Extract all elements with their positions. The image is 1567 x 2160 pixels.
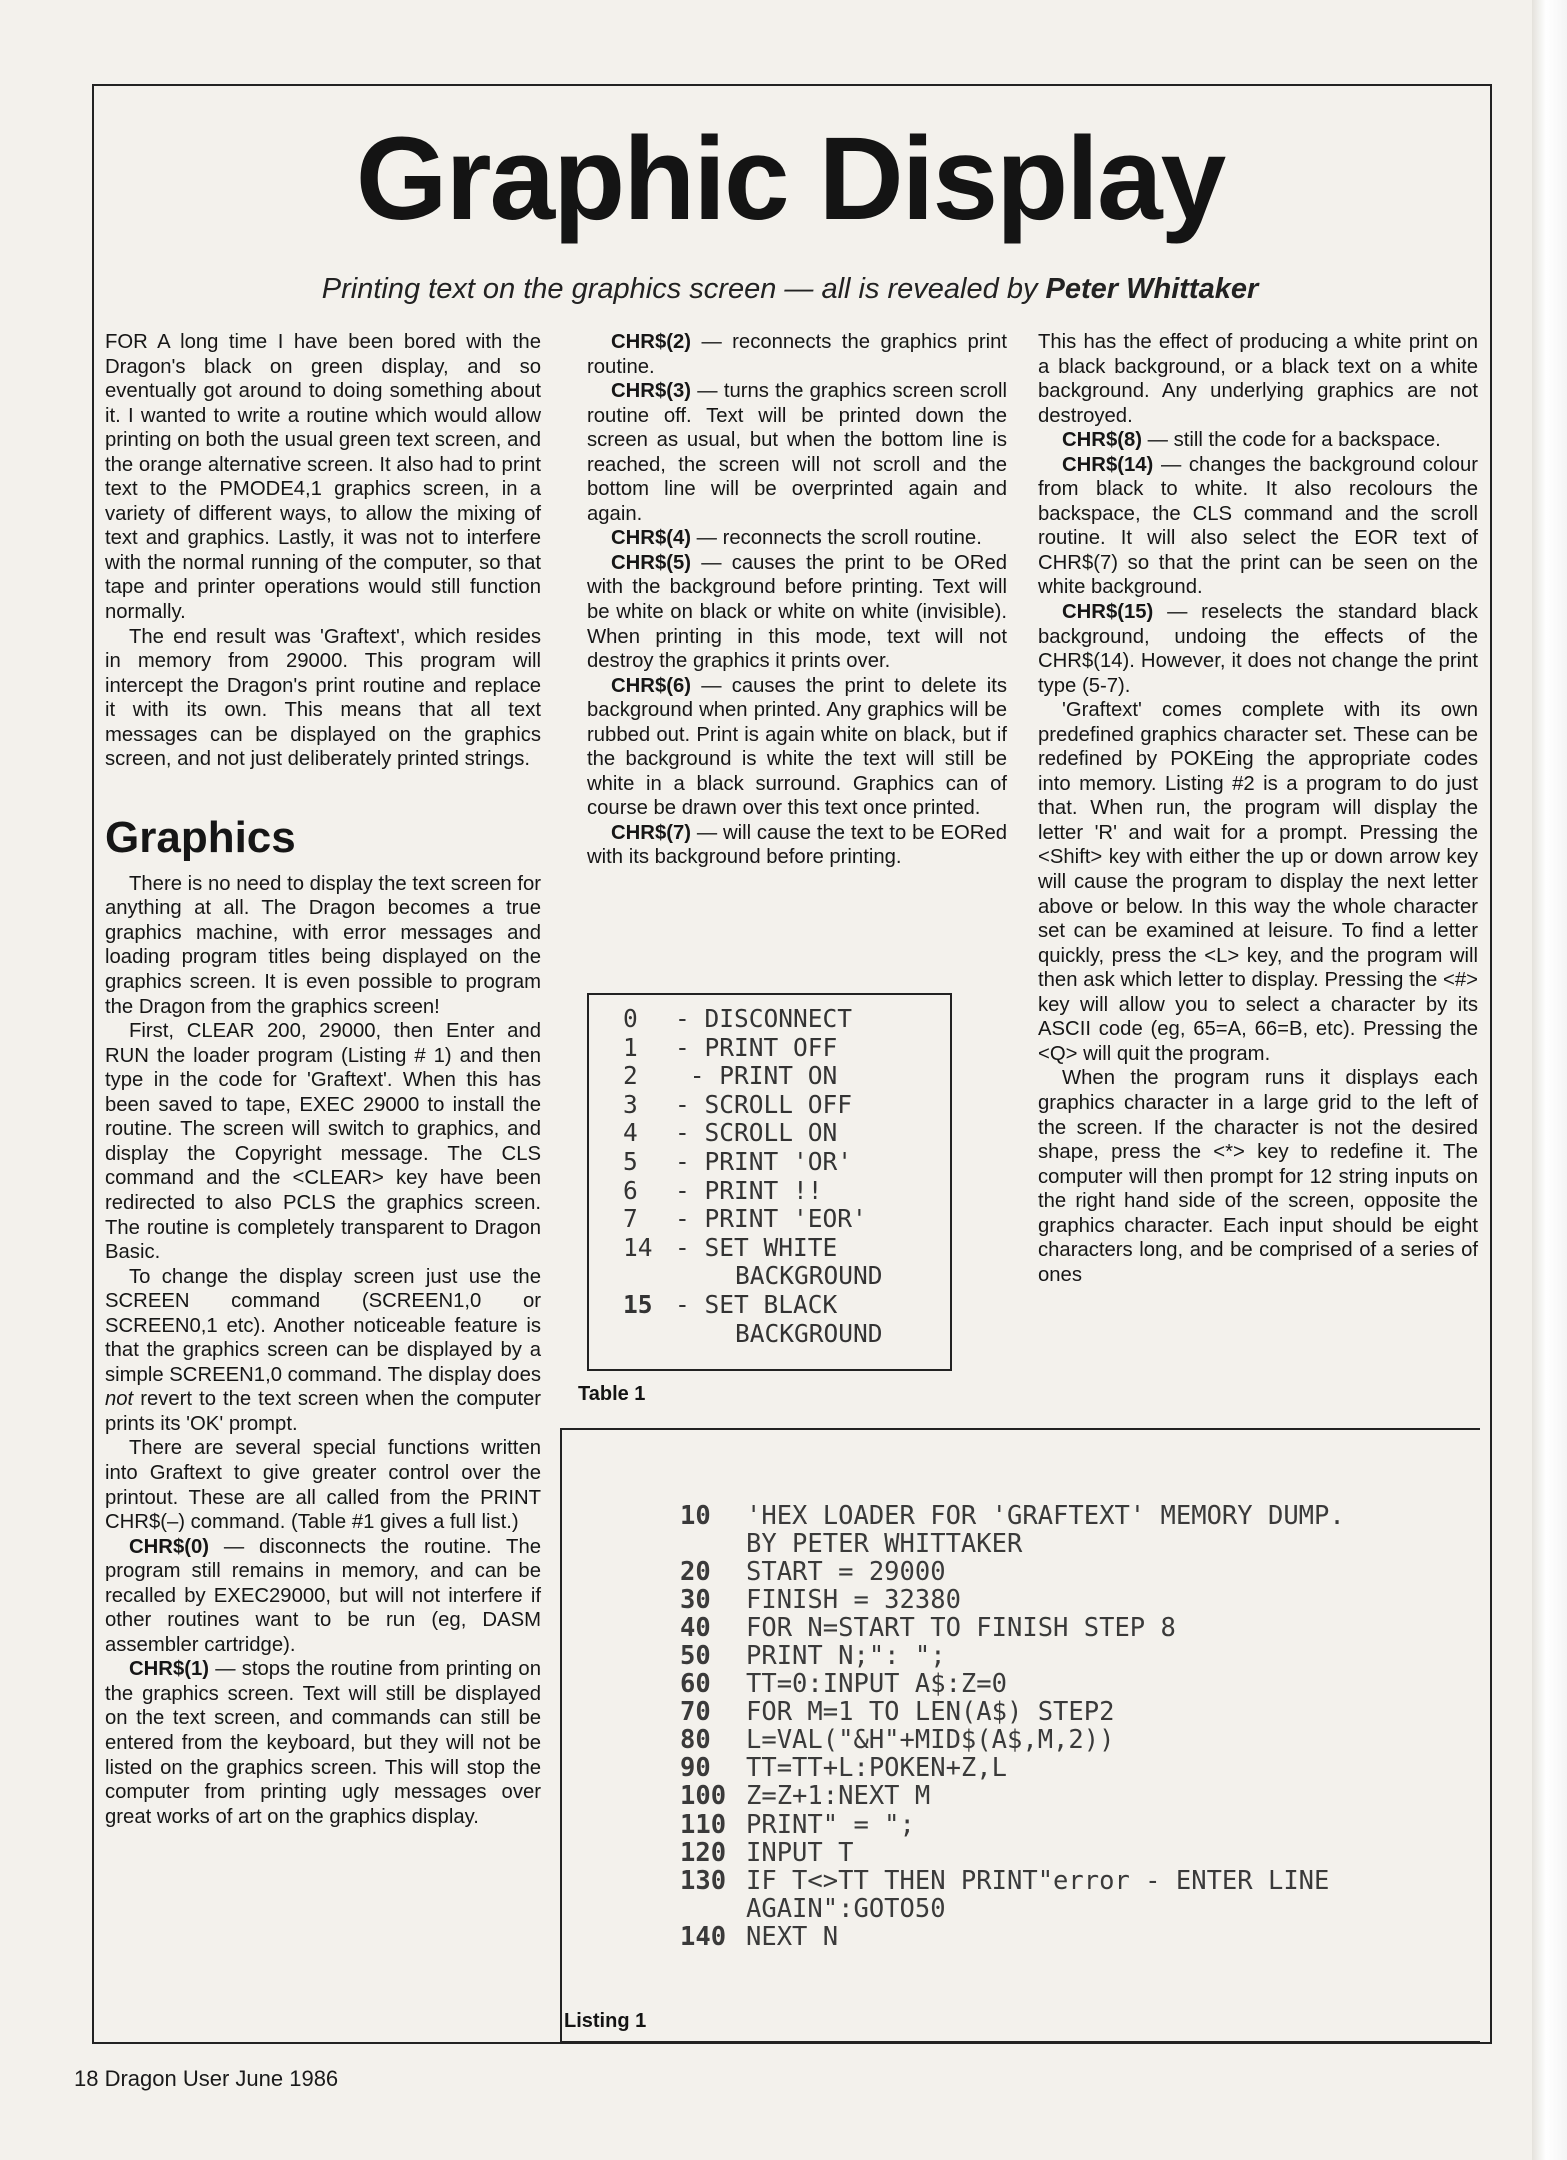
code-line xyxy=(680,1782,1360,1810)
table-description: - PRINT ON xyxy=(675,1061,838,1091)
section-heading: Graphics xyxy=(105,812,296,862)
table-description: - SET WHITE xyxy=(675,1232,838,1262)
table-code: 2 xyxy=(623,1061,638,1091)
line-code: 'HEX LOADER FOR 'GRAFTEXT' MEMORY DUMP. BY PETER WHITTAKER xyxy=(746,1501,1361,1560)
line-number: 110 xyxy=(680,1809,727,1840)
line-code: IF T<>TT THEN PRINT"error - ENTER LINE AGAIN":GOTO50 xyxy=(746,1865,1345,1924)
paragraph: There are several special functions written into Graftext to give greater control over the printout. These are all called from the PRINT CHR$(–) command. (Table #1 gives a full list.) xyxy=(105,1437,541,1534)
table-description: - SCROLL OFF xyxy=(675,1089,853,1119)
line-code: L=VAL("&H"+MID$(A$,M,2)) xyxy=(746,1725,1115,1756)
code-line xyxy=(680,1586,1360,1614)
code-line xyxy=(680,1642,1360,1670)
table-row xyxy=(623,1291,950,1320)
standfirst-text: Printing text on the graphics screen — all is revealed by xyxy=(321,273,1038,305)
table-row xyxy=(623,1177,950,1206)
text-run: — turns the graphics screen scroll routine off. Text will be printed down the screen as usual, but when the bottom line is reached, the screen will not scroll and the bottom line will be overprinted again and again. xyxy=(587,380,1007,525)
code-line xyxy=(680,1923,1360,1951)
paragraph: First, CLEAR 200, 29000, then Enter and RUN the loader program (Listing # 1) and then type in the code for 'Graftext'. When this has been saved to tape, EXEC 29000 to install the routine. The screen will switch to graphics, and display the Copyright message. The CLS command and the <CLEAR> key have been redirected to also PCLS the graphics screen. The routine is completely transparent to Dragon Basic. xyxy=(105,1020,541,1264)
line-code: START = 29000 xyxy=(746,1557,946,1588)
line-code: FINISH = 32380 xyxy=(746,1585,961,1616)
table-row xyxy=(623,1119,950,1148)
code-line xyxy=(680,1670,1360,1698)
table-description: BACKGROUND xyxy=(735,1318,883,1348)
text-run: To change the display screen just use the SCREEN command (SCREEN1,0 or SCREEN0,1 etc). Another noticeable feature is that the graphics screen can be displayed by a simple SCREEN1,0 command. The display does xyxy=(105,1265,541,1386)
table-1 xyxy=(587,993,952,1371)
line-number: 130 xyxy=(680,1865,727,1896)
code-line xyxy=(680,1867,1360,1923)
line-code: PRINT" = "; xyxy=(746,1809,915,1840)
paragraph xyxy=(1038,428,1478,453)
line-number: 40 xyxy=(680,1613,711,1644)
code-line xyxy=(680,1839,1360,1867)
line-number: 50 xyxy=(680,1641,711,1672)
text-run: — still the code for a backspace. xyxy=(1147,429,1441,452)
paragraph: This has the effect of producing a white print on a black background, or a black text on a white background. Any underlying graphics are not destroyed. xyxy=(1038,331,1478,427)
table-description: - SET BLACK xyxy=(675,1289,838,1319)
column-1 xyxy=(105,330,541,1829)
line-number: 70 xyxy=(680,1697,711,1728)
code-line xyxy=(680,1558,1360,1586)
table-row xyxy=(623,1091,950,1120)
author-name: Peter Whittaker xyxy=(1045,273,1259,305)
table-code: 15 xyxy=(623,1289,653,1319)
paragraph xyxy=(1038,600,1478,698)
table-description: - DISCONNECT xyxy=(675,1004,853,1033)
article-standfirst xyxy=(100,273,1480,306)
paragraph xyxy=(587,821,1007,870)
text-run: — reselects the standard black background, undoing the effects of the CHR$(14). However, it does not change the print type (5-7). xyxy=(1038,601,1478,697)
text-run: — stops the routine from printing on the graphics screen. Text will still be displayed on the text screen, and commands can still be entered from the keyboard, but they will not be listed on the graphics screen. This will stop the computer from printing ugly messages over great works of art on the graphics display. xyxy=(105,1658,541,1828)
line-number: 120 xyxy=(680,1837,727,1868)
text-run: — changes the background colour from black to white. It also recolours the backspace, the CLS command and the scroll routine. It will also select the EOR text of CHR$(7) so that the print can be seen on the white background. xyxy=(1038,453,1478,599)
table-description: - PRINT !! xyxy=(675,1175,823,1205)
code-label: CHR$(3) xyxy=(611,380,692,403)
listing-caption: Listing 1 xyxy=(564,2010,647,2032)
paragraph xyxy=(105,1265,541,1437)
code-line xyxy=(680,1811,1360,1839)
text-run: — will cause the text to be EORed with its background before printing. xyxy=(587,821,1008,869)
code-label: CHR$(5) xyxy=(611,551,692,574)
line-code: NEXT N xyxy=(746,1921,839,1952)
table-description: BACKGROUND xyxy=(735,1261,883,1291)
line-number: 100 xyxy=(680,1781,727,1812)
code-label: CHR$(0) xyxy=(129,1535,210,1558)
line-code: TT=TT+L:POKEN+Z,L xyxy=(746,1753,1007,1784)
paragraph: When the program runs it displays each graphics character in a large grid to the left of the screen. If the character is not the desired shape, press the <*> key to redefine it. The computer will then prompt for 12 string inputs on the right hand side of the screen, opposite the graphics character. Each input should be eight characters long, and be comprised of a series of ones xyxy=(1038,1067,1478,1286)
paragraph xyxy=(587,551,1007,674)
emphasis: not xyxy=(105,1388,134,1411)
table-description: - SCROLL ON xyxy=(675,1118,838,1148)
table-row xyxy=(623,1034,950,1063)
code-label: CHR$(1) xyxy=(129,1658,210,1681)
paragraph xyxy=(105,1657,541,1829)
paragraph xyxy=(1038,453,1478,600)
code-line xyxy=(680,1502,1360,1558)
line-code: Z=Z+1:NEXT M xyxy=(746,1781,931,1812)
paragraph: There is no need to display the text screen for anything at all. The Dragon becomes a true graphics machine, with error messages and loading program titles being displayed on the graphics screen. It is even possible to program the Dragon from the graphics screen! xyxy=(105,872,541,1018)
line-code: FOR M=1 TO LEN(A$) STEP2 xyxy=(746,1697,1115,1728)
line-number: 10 xyxy=(680,1501,711,1531)
code-label: CHR$(2) xyxy=(611,331,692,353)
table-row xyxy=(623,1005,950,1034)
line-code: TT=0:INPUT A$:Z=0 xyxy=(746,1669,1007,1700)
code-label: CHR$(6) xyxy=(611,674,692,697)
table-code: 0 xyxy=(623,1004,638,1033)
paragraph: 'Graftext' comes complete with its own predefined graphics character set. These can be redefined by POKEing the appropriate codes into memory. Listing #2 is a program to do just that. When run, the program will display the letter 'R' and wait for a prompt. Pressing the <Shift> key with either the up or down arrow key will cause the program to display the next letter above or below. In this way the whole character set can be examined at leisure. To find a letter quickly, press the <L> key, and the program will then ask which letter to display. Pressing the <#> key will allow you to select a character by its ASCII code (eg, 65=A, 66=B, etc). Pressing the <Q> will quit the program. xyxy=(1038,699,1478,1065)
paragraph xyxy=(105,1535,541,1658)
code-line xyxy=(680,1754,1360,1782)
table-description: - PRINT OFF xyxy=(675,1032,838,1062)
table-caption: Table 1 xyxy=(578,1383,646,1405)
text-run: — causes the print to be ORed with the background before printing. Text will be white on black or white on white (invisible). When printing in this mode, text will not destroy the graphics it prints over. xyxy=(587,551,1008,673)
table-description: - PRINT 'EOR' xyxy=(675,1204,867,1234)
table-code: 1 xyxy=(623,1032,638,1062)
article-title: Graphic Display xyxy=(355,113,1225,245)
table-code: 4 xyxy=(623,1118,638,1148)
code-label: CHR$(4) xyxy=(611,527,692,550)
line-number: 80 xyxy=(680,1725,711,1756)
text-run: revert to the text screen when the computer prints its 'OK' prompt. xyxy=(105,1388,541,1435)
text-run: — disconnects the routine. The program still remains in memory, and can be recalled by EXEC29000, but will not interfere if other routines want to be run (eg, DASM assembler cartridge). xyxy=(105,1535,542,1656)
code-label: CHR$(7) xyxy=(611,821,692,844)
line-number: 30 xyxy=(680,1585,711,1616)
line-code: INPUT T xyxy=(746,1837,854,1868)
listing-1-code xyxy=(680,1502,1360,1951)
table-row xyxy=(623,1148,950,1177)
line-code: PRINT N;": "; xyxy=(746,1641,946,1672)
code-line xyxy=(680,1698,1360,1726)
line-code: FOR N=START TO FINISH STEP 8 xyxy=(746,1613,1176,1644)
column-2 xyxy=(587,330,1007,870)
paragraph xyxy=(587,674,1007,821)
paragraph: The end result was 'Graftext', which resides in memory from 29000. This program will intercept the Dragon's print routine and replace it with its own. This means that all text messages can be displayed on the graphics screen, and not just deliberately printed strings. xyxy=(105,625,541,771)
table-code: 7 xyxy=(623,1204,638,1234)
table-code: 5 xyxy=(623,1146,638,1176)
line-number: 60 xyxy=(680,1669,711,1700)
page-footer: 18 Dragon User June 1986 xyxy=(74,2066,339,2091)
code-line xyxy=(680,1726,1360,1754)
line-number: 90 xyxy=(680,1753,711,1784)
table-code: 14 xyxy=(623,1232,653,1262)
line-number: 140 xyxy=(680,1921,727,1952)
table-code: 6 xyxy=(623,1175,638,1205)
table-row xyxy=(623,1062,950,1091)
table-row xyxy=(623,1205,950,1234)
line-number: 20 xyxy=(680,1557,711,1588)
text-run: — causes the print to delete its background when printed. Any graphics will be rubbed out. Print is again white on black, but if the background is white the text will still be white in a black surround. Graphics can of course be drawn over this text once printed. xyxy=(587,674,1008,820)
code-label: CHR$(8) xyxy=(1062,429,1143,452)
text-run: — reconnects the scroll routine. xyxy=(696,527,982,550)
code-line xyxy=(680,1614,1360,1642)
table-row xyxy=(623,1234,950,1263)
column-3 xyxy=(1038,330,1478,1287)
table-row-continuation xyxy=(623,1320,950,1349)
paragraph xyxy=(587,379,1007,526)
table-description: - PRINT 'OR' xyxy=(675,1146,853,1176)
code-label: CHR$(14) xyxy=(1062,453,1154,476)
table-row-continuation xyxy=(623,1262,950,1291)
paragraph: FOR A long time I have been bored with the Dragon's black on green display, and so eventually got around to doing something about it. I wanted to write a routine which would allow printing on both the usual green text screen, and the orange alternative screen. It also had to print text to the PMODE4,1 graphics screen, in a variety of different ways, to allow the mixing of text and graphics. Lastly, it was not to interfere with the normal running of the computer, so that tape and printer operations would still function normally. xyxy=(105,331,541,624)
table-code: 3 xyxy=(623,1089,638,1119)
text-run: — reconnects the graphics print routine. xyxy=(587,331,1007,378)
page-edge-shadow xyxy=(1532,0,1567,2160)
paragraph xyxy=(587,526,1007,551)
code-label: CHR$(15) xyxy=(1062,601,1154,624)
paragraph xyxy=(587,330,1007,379)
